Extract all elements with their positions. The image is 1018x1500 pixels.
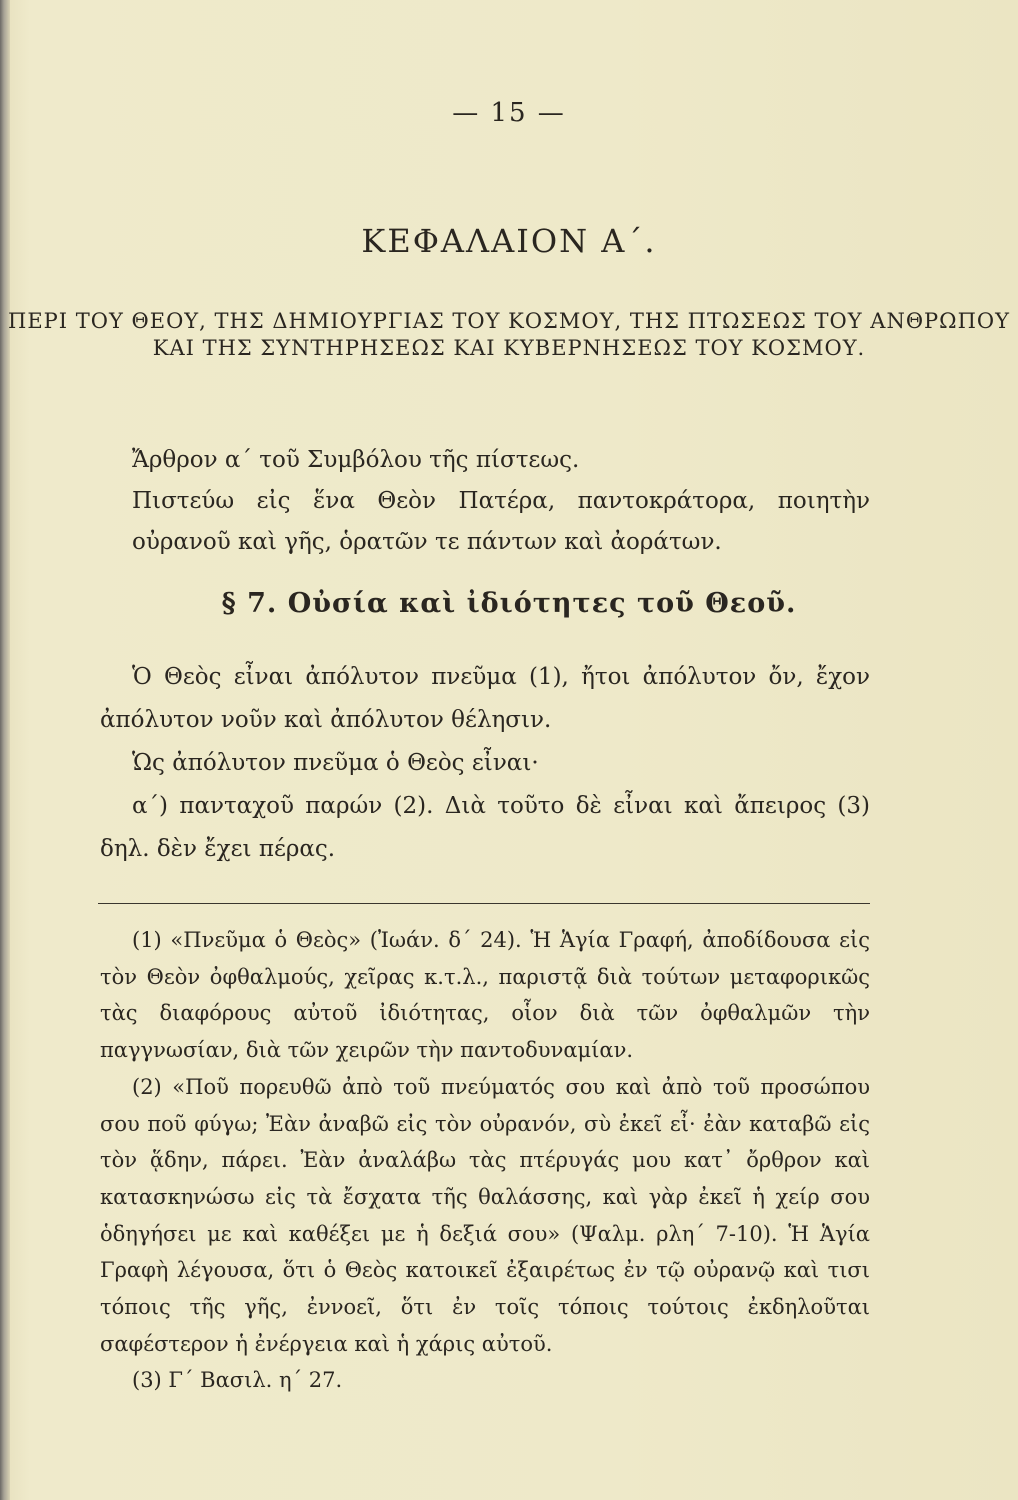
article-text: Πιστεύω εἰς ἕνα Θεὸν Πατέρα, παντοκράτορα, ποιητὴν οὐρανοῦ καὶ γῆς, ὁρατῶν τε πάντων καὶ ἀοράτων. [132, 488, 870, 555]
footnotes [100, 922, 870, 1399]
section-heading: ΠΕΡΙ ΤΟΥ ΘΕΟΥ, ΤΗΣ ΔΗΜΙΟΥΡΓΙΑΣ ΤΟΥ ΚΟΣΜΟΥ, ΤΗΣ ΠΤΩΣΕΩΣ ΤΟΥ ΑΝΘΡΩΠΟΥ ΚΑΙ ΤΗΣ ΣΥΝΤΗΡΗΣΕΩΣ ΚΑΙ ΚΥΒΕΡΝΗΣΕΩΣ ΤΟΥ ΚΟΣΜΟΥ. [8, 309, 1010, 360]
paragraph: Ὁ Θεὸς εἶναι ἀπόλυτον πνεῦμα (1), ἤτοι ἀπόλυτον ὄν, ἔχον ἀπόλυτον νοῦν καὶ ἀπόλυτον θέλησιν. [100, 664, 870, 733]
article-title: Ἄρθρον α΄ τοῦ Συμβόλου τῆς πίστεως. [132, 447, 580, 473]
footnote: (2) «Ποῦ πορευθῶ ἀπὸ τοῦ πνεύματός σου καὶ ἀπὸ τοῦ προσώπου σου ποῦ φύγω; Ἐὰν ἀναβῶ εἰς τὸν οὐρανόν, σὺ ἐκεῖ εἶ· ἐὰν καταβῶ εἰς τὸν ᾅδην, πάρει. Ἐὰν ἀναλάβω τὰς πτέρυγάς μου κατ᾿ ὄρθρον καὶ κατασκηνώσω εἰς τὰ ἔσχατα τῆς θαλάσσης, καὶ γὰρ ἐκεῖ ἡ χείρ σου ὁδηγήσει με καὶ καθέξει με ἡ δεξιά σου» (Ψαλμ. ρλη΄ 7-10). Ἡ Ἁγία Γραφὴ λέγουσα, ὅτι ὁ Θεὸς κατοικεῖ ἐξαιρέτως ἐν τῷ οὐρανῷ καὶ τισι τόποις τῆς γῆς, ἐννοεῖ, ὅτι ἐν τοῖς τόποις τούτοις ἐκδηλοῦται σαφέστερον ἡ ἐνέργεια καὶ ἡ χάρις αὐτοῦ. [100, 1074, 870, 1356]
footnote-divider [98, 903, 870, 904]
paragraph: α΄) πανταχοῦ παρών (2). Διὰ τοῦτο δὲ εἶναι καὶ ἄπειρος (3) δηλ. δὲν ἔχει πέρας. [100, 793, 870, 862]
footnote: (3) Γ΄ Βασιλ. η΄ 27. [132, 1368, 343, 1393]
paragraph: Ὡς ἀπόλυτον πνεῦμα ὁ Θεὸς εἶναι· [132, 750, 539, 776]
creed-article [100, 440, 870, 563]
page-number: — 15 — [452, 98, 566, 128]
chapter-title: ΚΕΦΑΛΑΙΟΝ Α΄. [361, 222, 657, 260]
body-text [100, 656, 870, 871]
subsection-title: § 7. Οὐσία καὶ ἰδιότητες τοῦ Θεοῦ. [221, 588, 797, 619]
footnote: (1) «Πνεῦμα ὁ Θεὸς» (Ἰωάν. δ΄ 24). Ἡ Ἁγία Γραφή, ἀποδίδουσα εἰς τὸν Θεὸν ὀφθαλμούς, χεῖρας κ.τ.λ., παριστᾷ διὰ τούτων μεταφορικῶς τὰς διαφόρους αὐτοῦ ἰδιότητας, οἷον διὰ τῶν ὀφθαλμῶν τὴν παγγνωσίαν, διὰ τῶν χειρῶν τὴν παντοδυναμίαν. [100, 928, 870, 1063]
